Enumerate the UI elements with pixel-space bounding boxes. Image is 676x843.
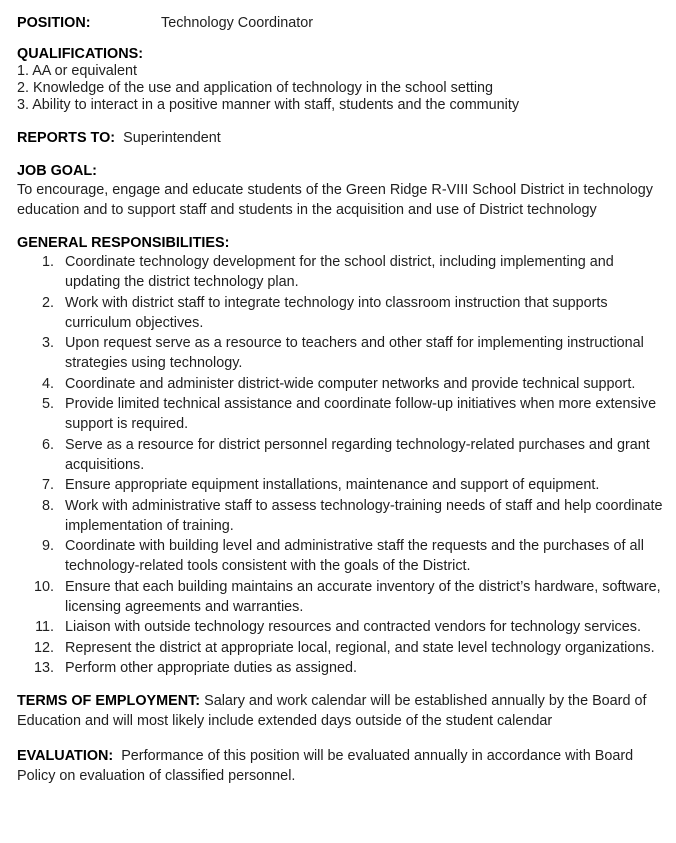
list-item-number: 11. (35, 619, 54, 635)
list-item-number: 7. (41, 477, 54, 493)
list-item-number: 12. (33, 639, 54, 656)
list-item-number: 10. (33, 578, 54, 595)
list-item-number: 3. (41, 335, 54, 351)
list-item-number: 9. (41, 538, 54, 554)
list-item-text: Upon request serve as a resource to teachers and other staff for implementing instructional strategies using technology. (65, 335, 644, 371)
list-item (17, 435, 665, 475)
reports-to-row (17, 128, 665, 148)
job-goal-text: To encourage, engage and educate students of the Green Ridge R-VIII School District in technology education and to support staff and students in the acquisition and use of District technology (17, 182, 653, 218)
list-item-text: Coordinate with building level and administrative staff the requests and the purchases of all technology-related tools consistent with the goals of the District. (65, 538, 644, 574)
list-item (17, 374, 665, 394)
list-item-text: Coordinate technology development for the school district, including implementing and updating the district technology plan. (65, 254, 614, 290)
job-goal-label: JOB GOAL: (17, 163, 97, 179)
list-item (17, 536, 665, 576)
responsibilities-section (17, 234, 665, 678)
list-item (17, 394, 665, 434)
position-label: POSITION: (17, 15, 91, 31)
list-item (17, 617, 665, 637)
qualifications-section (17, 46, 665, 114)
list-item-number: 1. (41, 254, 54, 270)
list-item-text: Represent the district at appropriate local, regional, and state level technology organizations. (65, 639, 655, 656)
list-item (17, 293, 665, 333)
reports-to-value: Superintendent (123, 130, 221, 146)
qualification-item: 3. Ability to interact in a positive manner with staff, students and the community (17, 97, 520, 113)
list-item-text: Work with district staff to integrate technology into classroom instruction that supports curriculum objectives. (65, 294, 608, 331)
list-item-text: Provide limited technical assistance and coordinate follow-up initiatives when more extensive support is required. (65, 396, 657, 432)
list-item (17, 577, 665, 617)
list-item-number: 8. (41, 497, 54, 514)
list-item-text: Coordinate and administer district-wide computer networks and provide technical support. (65, 375, 636, 392)
reports-to-label: REPORTS TO: (17, 130, 116, 146)
terms-section (17, 691, 665, 731)
responsibilities-list (17, 252, 665, 678)
qualification-item: 1. AA or equivalent (17, 63, 138, 79)
responsibilities-label: GENERAL RESPONSIBILITIES: (17, 235, 230, 251)
list-item (17, 658, 665, 678)
list-item-text: Serve as a resource for district personnel regarding technology-related purchases and grant acquisitions. (65, 436, 650, 473)
terms-text: Salary and work calendar will be established annually by the Board of Education and will most likely include extended days outside of the student calendar (17, 693, 647, 729)
position-row (17, 12, 665, 34)
job-description-document (17, 12, 665, 801)
list-item-text: Ensure appropriate equipment installations, maintenance and support of equipment. (65, 477, 600, 493)
list-item-text: Ensure that each building maintains an accurate inventory of the district’s hardware, software, licensing agreements and warranties. (65, 578, 661, 615)
terms-label: TERMS OF EMPLOYMENT: (17, 693, 201, 709)
list-item-number: 13. (33, 660, 54, 676)
list-item-number: 4. (41, 375, 54, 392)
qualification-item: 2. Knowledge of the use and application of technology in the school setting (17, 80, 494, 96)
list-item-text: Work with administrative staff to assess technology-training needs of staff and help coordinate implementation of training. (65, 497, 663, 534)
list-item-number: 5. (41, 396, 54, 412)
list-item-text: Perform other appropriate duties as assigned. (65, 660, 357, 676)
job-goal-section (17, 162, 665, 220)
list-item (17, 475, 665, 495)
evaluation-text: Performance of this position will be evaluated annually in accordance with Board Policy on evaluation of classified personnel. (17, 748, 634, 784)
list-item (17, 252, 665, 292)
qualifications-label: QUALIFICATIONS: (17, 46, 144, 62)
list-item (17, 496, 665, 536)
list-item-number: 2. (41, 294, 54, 311)
list-item (17, 333, 665, 373)
list-item (17, 638, 665, 658)
evaluation-label: EVALUATION: (17, 748, 114, 764)
evaluation-section (17, 746, 665, 786)
position-value: Technology Coordinator (161, 15, 313, 31)
list-item-number: 6. (41, 436, 54, 453)
list-item-text: Liaison with outside technology resources and contracted vendors for technology services. (65, 619, 641, 635)
